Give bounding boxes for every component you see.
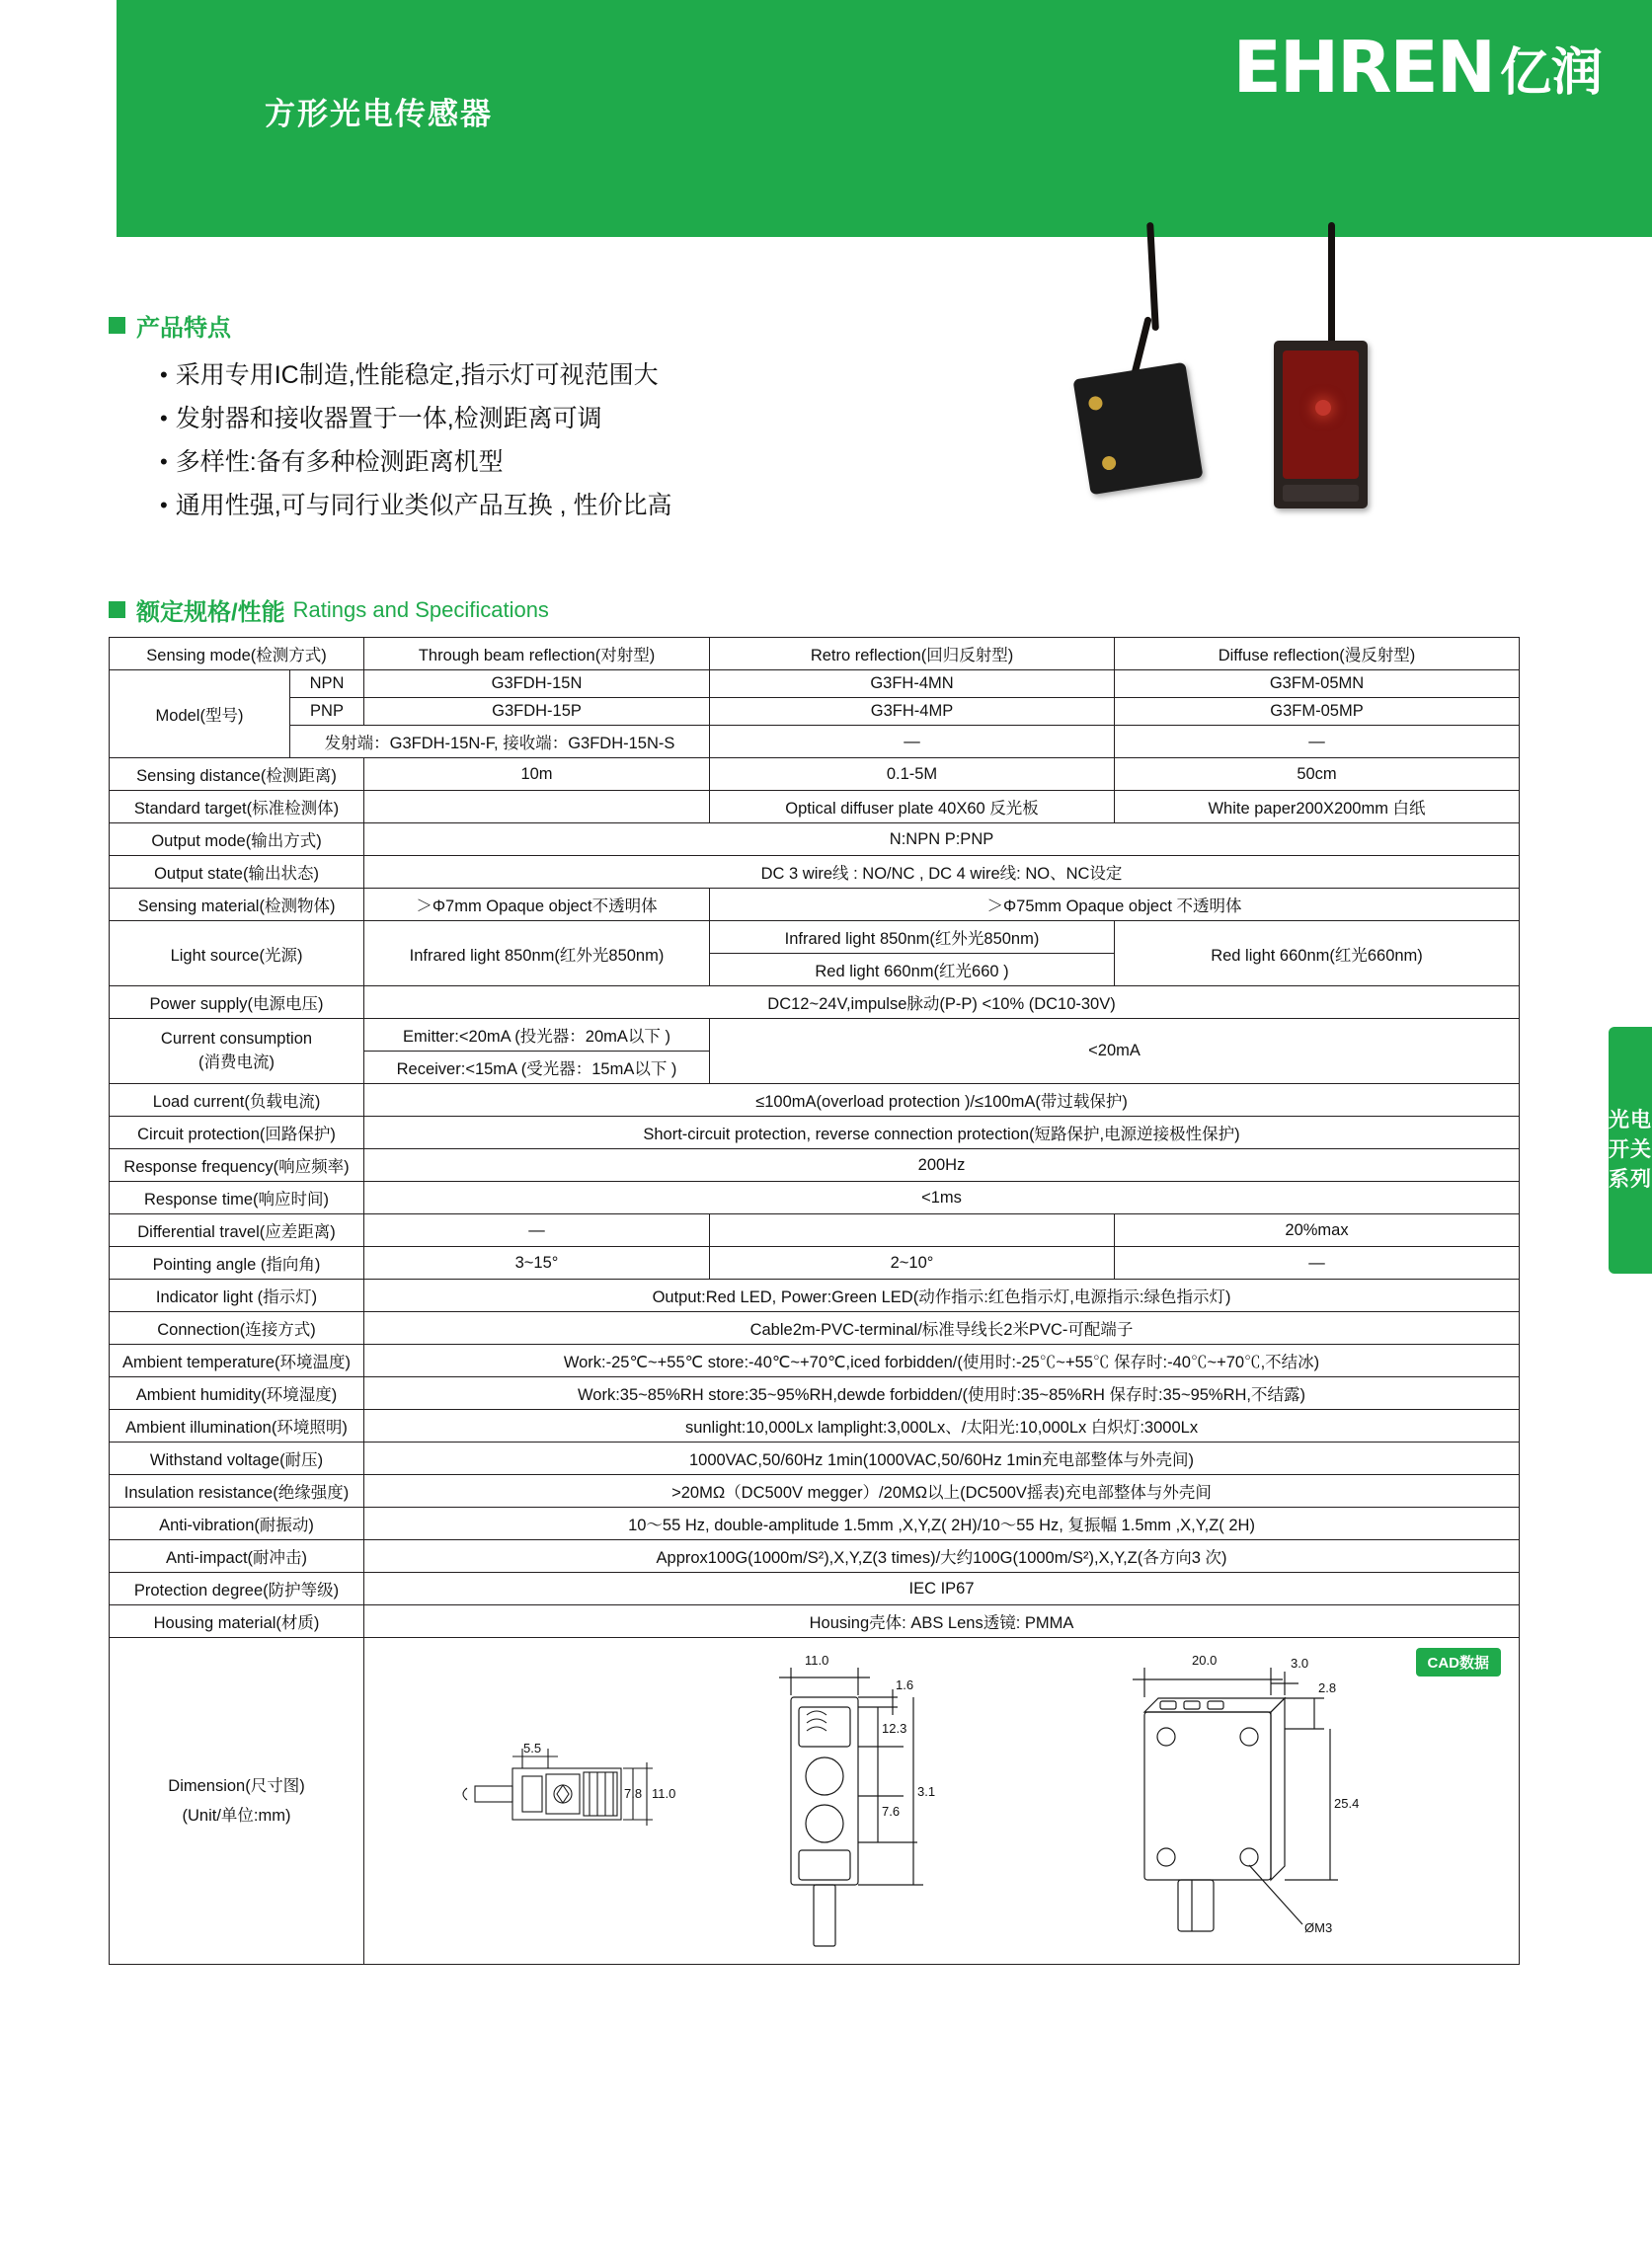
cell-sensing-distance-label: Sensing distance(检测距离) [110,758,364,791]
feature-text: 通用性强,可与同行业类似产品互换 , 性价比高 [175,492,672,519]
cc-label-line1: Current consumption [160,1030,313,1048]
brand-logo [1233,28,1603,107]
table-row [110,823,1520,856]
cell-dt-3: 20%max [1115,1214,1520,1247]
table-row [110,1540,1520,1573]
cell-npn-2: G3FH-4MN [710,670,1115,698]
cell-connection-label: Connection(连接方式) [110,1312,364,1345]
cad-data-badge[interactable]: CAD数据 [1416,1648,1502,1677]
page-title: 方形光电传感器 [265,97,493,131]
lens-icon [1101,455,1117,471]
cell-differential-travel-label: Differential travel(应差距离) [110,1214,364,1247]
cell-circuit-protection-label: Circuit protection(回路保护) [110,1117,364,1149]
cell-anti-impact-label: Anti-impact(耐冲击) [110,1540,364,1573]
dim-12-3: 12.3 [882,1721,907,1736]
table-row [110,670,1520,698]
sensor-face [1283,351,1359,479]
cell-pnp: PNP [290,698,364,726]
cell-protection-degree-label: Protection degree(防护等级) [110,1573,364,1605]
table-row [110,1149,1520,1182]
cell-ambient-temperature-value: Work:-25℃~+55℃ store:-40℃~+70℃,iced forbidden/(使用时:-25℃~+55℃ 保存时:-40℃~+70℃,不结冰) [364,1345,1520,1377]
cell-model-label: Model(型号) [110,670,290,758]
table-row [110,986,1520,1019]
table-row [110,1377,1520,1410]
list-item [160,353,950,397]
table-row [110,1605,1520,1638]
page-header [117,0,1652,237]
table-row [110,1247,1520,1280]
dim-7-8: 7.8 [624,1786,643,1801]
table-row [110,1214,1520,1247]
cell-pa-2: 2~10° [710,1247,1115,1280]
dim-25-4: 25.4 [1334,1796,1360,1811]
cell-ambient-humidity-label: Ambient humidity(环境湿度) [110,1377,364,1410]
cell-circuit-protection-value: Short-circuit protection, reverse connection protection(短路保护,电源逆接极性保护) [364,1117,1520,1149]
cell-dimension-label [110,1638,364,1965]
cell-anti-vibration-label: Anti-vibration(耐振动) [110,1508,364,1540]
cell-sm-2: ＞Φ75mm Opaque object 不透明体 [710,889,1520,921]
cell-load-current-label: Load current(负载电流) [110,1084,364,1117]
cell-ambient-illumination-label: Ambient illumination(环境照明) [110,1410,364,1443]
table-row [110,1410,1520,1443]
cell-output-mode-label: Output mode(输出方式) [110,823,364,856]
cell-pa-3: — [1115,1247,1520,1280]
table-row [110,1312,1520,1345]
dim-11-0: 11.0 [805,1653,829,1668]
cell-ls-2b: Red light 660nm(红光660 ) [710,954,1115,986]
table-row [110,726,1520,758]
col-retro: Retro reflection(回归反射型) [710,638,1115,670]
cell-power-supply-label: Power supply(电源电压) [110,986,364,1019]
dim-5-5: 5.5 [523,1741,542,1755]
cable-icon [1328,222,1335,351]
cell-response-frequency-value: 200Hz [364,1149,1520,1182]
cell-sd-2: 0.1-5M [710,758,1115,791]
cell-pa-1: 3~15° [364,1247,710,1280]
dimension-label-line2: (Unit/单位:mm) [182,1807,291,1825]
col-through-beam: Through beam reflection(对射型) [364,638,710,670]
product-photo [1066,222,1481,563]
cell-st-1 [364,791,710,823]
cell-sd-3: 50cm [1115,758,1520,791]
cell-housing-material-value: Housing壳体: ABS Lens透镜: PMMA [364,1605,1520,1638]
dim-2-8: 2.8 [1318,1680,1337,1695]
dim-7-6: 7.6 [882,1804,901,1819]
table-row [110,1019,1520,1052]
cell-connection-value: Cable2m-PVC-terminal/标准导线长2米PVC-可配端子 [364,1312,1520,1345]
table-row [110,698,1520,726]
cell-housing-material-label: Housing material(材质) [110,1605,364,1638]
square-marker-icon [109,601,125,618]
cell-insulation-resistance-label: Insulation resistance(绝缘强度) [110,1475,364,1508]
table-row [110,1084,1520,1117]
cell-emitter-receiver: 发射端：G3FDH-15N-F, 接收端：G3FDH-15N-S [290,726,710,758]
dim-1-6: 1.6 [896,1677,914,1692]
cell-npn-3: G3FM-05MN [1115,670,1520,698]
table-row [110,1182,1520,1214]
table-row [110,1443,1520,1475]
cell-st-3: White paper200X200mm 白纸 [1115,791,1520,823]
dim-3-0: 3.0 [1291,1656,1309,1671]
sensor-body-red [1274,341,1368,508]
cell-pnp-3: G3FM-05MP [1115,698,1520,726]
table-row [110,791,1520,823]
dim-3-1: 3.1 [917,1784,936,1799]
cell-ambient-humidity-value: Work:35~85%RH store:35~95%RH,dewde forbidden/(使用时:35~85%RH 保存时:35~95%RH,不结露) [364,1377,1520,1410]
col-diffuse: Diffuse reflection(漫反射型) [1115,638,1520,670]
cell-dash-2: — [1115,726,1520,758]
cell-st-2: Optical diffuser plate 40X60 反光板 [710,791,1115,823]
ratings-title-cn: 额定规格/性能 [136,599,285,626]
cell-ls-1: Infrared light 850nm(红外光850nm) [364,921,710,986]
cell-sm-1: ＞Φ7mm Opaque object不透明体 [364,889,710,921]
cell-protection-degree-value: IEC IP67 [364,1573,1520,1605]
table-row [110,758,1520,791]
cell-output-state-value: DC 3 wire线 : NO/NC , DC 4 wire线: NO、NC设定 [364,856,1520,889]
brand-name-en: EHREN [1232,26,1494,109]
table-row [110,856,1520,889]
cell-cc-1: Emitter:<20mA (投光器：20mA以下 ) [364,1019,710,1052]
specifications-table [109,637,1520,1965]
cell-pnp-1: G3FDH-15P [364,698,710,726]
dimension-svg [364,1638,1520,1964]
cell-dimension-drawings [364,1638,1520,1965]
feature-text: 多样性:备有多种检测距离机型 [175,448,504,476]
cable-icon [1146,222,1159,331]
table-row [110,638,1520,670]
led-icon [1315,400,1331,416]
cell-light-source-label: Light source(光源) [110,921,364,986]
sensor-base [1283,485,1359,502]
feature-text: 采用专用IC制造,性能稳定,指示灯可视范围大 [175,361,659,389]
ratings-title-en: Ratings and Specifications [292,596,549,622]
table-row [110,889,1520,921]
cell-npn: NPN [290,670,364,698]
ratings-section-title [109,592,549,627]
dim-11-0b: 11.0 [652,1786,676,1801]
side-tab-label: 光电开关系列 [1609,1109,1652,1191]
cell-insulation-resistance-value: >20MΩ（DC500V megger）/20MΩ以上(DC500V摇表)充电部整体与外壳间 [364,1475,1520,1508]
cell-cc-3: <20mA [710,1019,1520,1084]
cell-standard-target-label: Standard target(标准检测体) [110,791,364,823]
dim-m3: ØM3 [1304,1920,1333,1935]
dimension-drawings [364,1638,1519,1964]
list-item [160,440,950,484]
cell-withstand-voltage-label: Withstand voltage(耐压) [110,1443,364,1475]
cell-output-state-label: Output state(输出状态) [110,856,364,889]
cell-dt-2 [710,1214,1115,1247]
table-row [110,921,1520,954]
feature-text: 发射器和接收器置于一体,检测距离可调 [175,405,602,432]
cell-response-time-value: <1ms [364,1182,1520,1214]
cell-sensing-mode: Sensing mode(检测方式) [110,638,364,670]
bullet-icon: • [160,449,168,474]
cell-pointing-angle-label: Pointing angle (指向角) [110,1247,364,1280]
dim-20-0: 20.0 [1192,1653,1218,1668]
cell-anti-vibration-value: 10～55 Hz, double-amplitude 1.5mm ,X,Y,Z( 2H)/10～55 Hz, 复振幅 1.5mm ,X,Y,Z( 2H) [364,1508,1520,1540]
side-tab-series [1609,1027,1652,1274]
cell-ls-3: Red light 660nm(红光660nm) [1115,921,1520,986]
cell-ambient-temperature-label: Ambient temperature(环境温度) [110,1345,364,1377]
cell-power-supply-value: DC12~24V,impulse脉动(P-P) <10% (DC10-30V) [364,986,1520,1019]
features-section-title [109,308,231,343]
cell-pnp-2: G3FH-4MP [710,698,1115,726]
cell-current-consumption-label [110,1019,364,1084]
table-row [110,1508,1520,1540]
cell-dash-1: — [710,726,1115,758]
table-row [110,1117,1520,1149]
cell-indicator-light-label: Indicator light (指示灯) [110,1280,364,1312]
lens-icon [1087,395,1103,411]
cell-sensing-material-label: Sensing material(检测物体) [110,889,364,921]
bullet-icon: • [160,362,168,387]
cell-cc-2: Receiver:<15mA (受光器：15mA以下 ) [364,1052,710,1084]
cell-anti-impact-value: Approx100G(1000m/S²),X,Y,Z(3 times)/大约100G(1000m/S²),X,Y,Z(各方向3 次) [364,1540,1520,1573]
cell-sd-1: 10m [364,758,710,791]
cell-response-frequency-label: Response frequency(响应频率) [110,1149,364,1182]
cell-ls-2a: Infrared light 850nm(红外光850nm) [710,921,1115,954]
cell-ambient-illumination-value: sunlight:10,000Lx lamplight:3,000Lx、/太阳光:10,000Lx 白炽灯:3000Lx [364,1410,1520,1443]
table-row-dimension [110,1638,1520,1965]
table-row [110,1475,1520,1508]
table-row [110,1280,1520,1312]
cell-dt-1: — [364,1214,710,1247]
sensor-body-black [1072,362,1203,496]
features-title-cn: 产品特点 [136,315,231,342]
features-list [160,353,950,527]
cell-response-time-label: Response time(响应时间) [110,1182,364,1214]
cell-load-current-value: ≤100mA(overload protection )/≤100mA(带过载保护) [364,1084,1520,1117]
table-row [110,1573,1520,1605]
table-row [110,1345,1520,1377]
cell-npn-1: G3FDH-15N [364,670,710,698]
cell-output-mode-value: N:NPN P:PNP [364,823,1520,856]
square-marker-icon [109,317,125,334]
brand-name-cn: 亿润 [1499,43,1603,102]
cc-label-line2: (消费电流) [198,1053,275,1071]
cell-indicator-light-value: Output:Red LED, Power:Green LED(动作指示:红色指示灯,电源指示:绿色指示灯) [364,1280,1520,1312]
dimension-label-line1: Dimension(尺寸图) [168,1777,305,1795]
list-item [160,484,950,527]
bullet-icon: • [160,406,168,430]
cell-withstand-voltage-value: 1000VAC,50/60Hz 1min(1000VAC,50/60Hz 1min充电部整体与外壳间) [364,1443,1520,1475]
bullet-icon: • [160,493,168,517]
list-item [160,397,950,440]
